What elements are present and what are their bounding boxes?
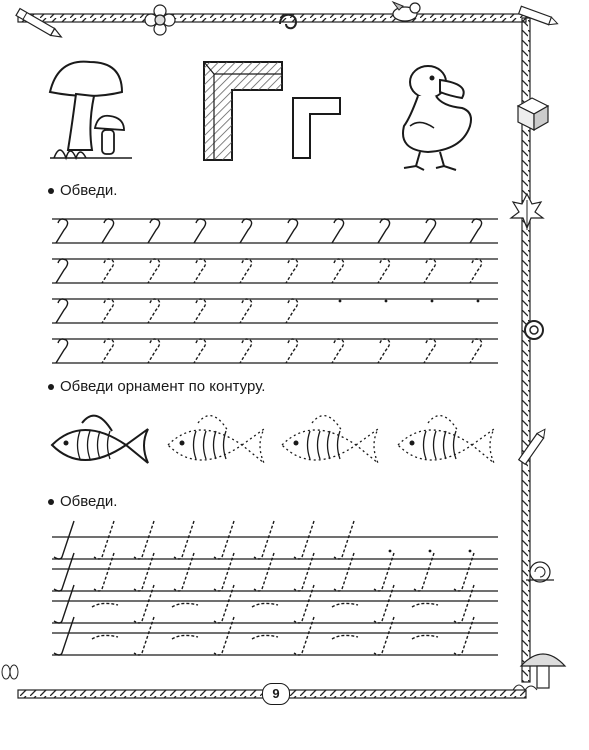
pencil-icon bbox=[16, 9, 63, 41]
trace-glyph bbox=[332, 339, 344, 363]
trace-glyph bbox=[148, 339, 160, 363]
fish-icon bbox=[52, 416, 148, 463]
instruction-trace-1 bbox=[48, 182, 117, 199]
trace-glyph bbox=[194, 339, 206, 363]
trace-glyph bbox=[424, 339, 436, 363]
trace-rows-2 bbox=[54, 521, 474, 655]
start-dot bbox=[469, 550, 472, 553]
trace-glyph bbox=[332, 219, 344, 243]
trace-glyph bbox=[378, 259, 390, 283]
start-dot bbox=[429, 550, 432, 553]
trace-glyph bbox=[56, 219, 68, 243]
trace-glyph bbox=[174, 521, 194, 559]
mushroom-icon bbox=[513, 654, 565, 690]
flower-icon bbox=[145, 5, 175, 35]
trace-glyph bbox=[54, 521, 74, 559]
leaf-icon bbox=[511, 194, 543, 230]
start-dot bbox=[389, 550, 392, 553]
trace-glyph bbox=[148, 259, 160, 283]
mushroom-icon bbox=[50, 62, 132, 158]
instruction-ornament bbox=[48, 378, 265, 395]
trace-glyph bbox=[56, 259, 68, 283]
trace-glyph bbox=[92, 603, 118, 607]
trace-glyph bbox=[56, 339, 68, 363]
trace-glyph bbox=[412, 635, 438, 639]
trace-glyph bbox=[286, 259, 298, 283]
trace-glyph bbox=[412, 603, 438, 607]
ruled-lines-1 bbox=[52, 219, 498, 363]
trace-glyph bbox=[286, 219, 298, 243]
trace-glyph bbox=[134, 521, 154, 559]
instruction-trace-2 bbox=[48, 493, 117, 510]
trace-glyph bbox=[172, 603, 198, 607]
duck-icon bbox=[403, 66, 471, 170]
capital-letter-outline bbox=[204, 62, 282, 160]
trace-glyph bbox=[470, 259, 482, 283]
bullet bbox=[48, 384, 54, 390]
instruction-text: Обведи. bbox=[60, 493, 118, 510]
start-dot bbox=[477, 300, 480, 303]
trace-glyph bbox=[332, 635, 358, 639]
trace-glyph bbox=[56, 299, 68, 323]
butterfly-icon bbox=[2, 665, 18, 679]
bullet bbox=[48, 499, 54, 505]
fish-icon bbox=[168, 416, 264, 463]
trace-glyph bbox=[286, 299, 298, 323]
trace-rows-1 bbox=[56, 219, 482, 363]
instruction-text: Обведи орнамент по контуру. bbox=[60, 378, 266, 395]
trace-glyph bbox=[332, 603, 358, 607]
trace-glyph bbox=[102, 339, 114, 363]
trace-glyph bbox=[286, 339, 298, 363]
trace-glyph bbox=[94, 521, 114, 559]
start-dot bbox=[339, 300, 342, 303]
trace-glyph bbox=[194, 299, 206, 323]
fish-icon bbox=[282, 416, 378, 463]
trace-glyph bbox=[240, 259, 252, 283]
trace-glyph bbox=[470, 219, 482, 243]
trace-glyph bbox=[102, 259, 114, 283]
trace-glyph bbox=[332, 259, 344, 283]
start-dot bbox=[431, 300, 434, 303]
trace-glyph bbox=[252, 635, 278, 639]
trace-glyph bbox=[470, 339, 482, 363]
trace-glyph bbox=[194, 219, 206, 243]
trace-glyph bbox=[194, 259, 206, 283]
trace-glyph bbox=[240, 339, 252, 363]
trace-glyph bbox=[378, 339, 390, 363]
small-letter-outline bbox=[293, 98, 340, 158]
trace-glyph bbox=[148, 299, 160, 323]
instruction-text: Обведи. bbox=[60, 182, 118, 199]
fish-ornament-row bbox=[52, 416, 494, 463]
ring-icon bbox=[525, 321, 543, 339]
trace-glyph bbox=[92, 635, 118, 639]
bullet bbox=[48, 188, 54, 194]
top-border bbox=[18, 14, 526, 22]
trace-glyph bbox=[254, 521, 274, 559]
trace-glyph bbox=[240, 219, 252, 243]
trace-glyph bbox=[148, 219, 160, 243]
trace-glyph bbox=[378, 219, 390, 243]
trace-glyph bbox=[102, 219, 114, 243]
trace-glyph bbox=[334, 521, 354, 559]
trace-glyph bbox=[424, 219, 436, 243]
trace-glyph bbox=[172, 635, 198, 639]
trace-glyph bbox=[424, 259, 436, 283]
trace-glyph bbox=[240, 299, 252, 323]
ruled-lines-2 bbox=[52, 537, 498, 655]
fish-icon bbox=[398, 416, 494, 463]
trace-glyph bbox=[294, 521, 314, 559]
start-dot bbox=[385, 300, 388, 303]
trace-glyph bbox=[252, 603, 278, 607]
page-number: 9 bbox=[262, 683, 290, 705]
trace-glyph bbox=[214, 521, 234, 559]
trace-glyph bbox=[102, 299, 114, 323]
